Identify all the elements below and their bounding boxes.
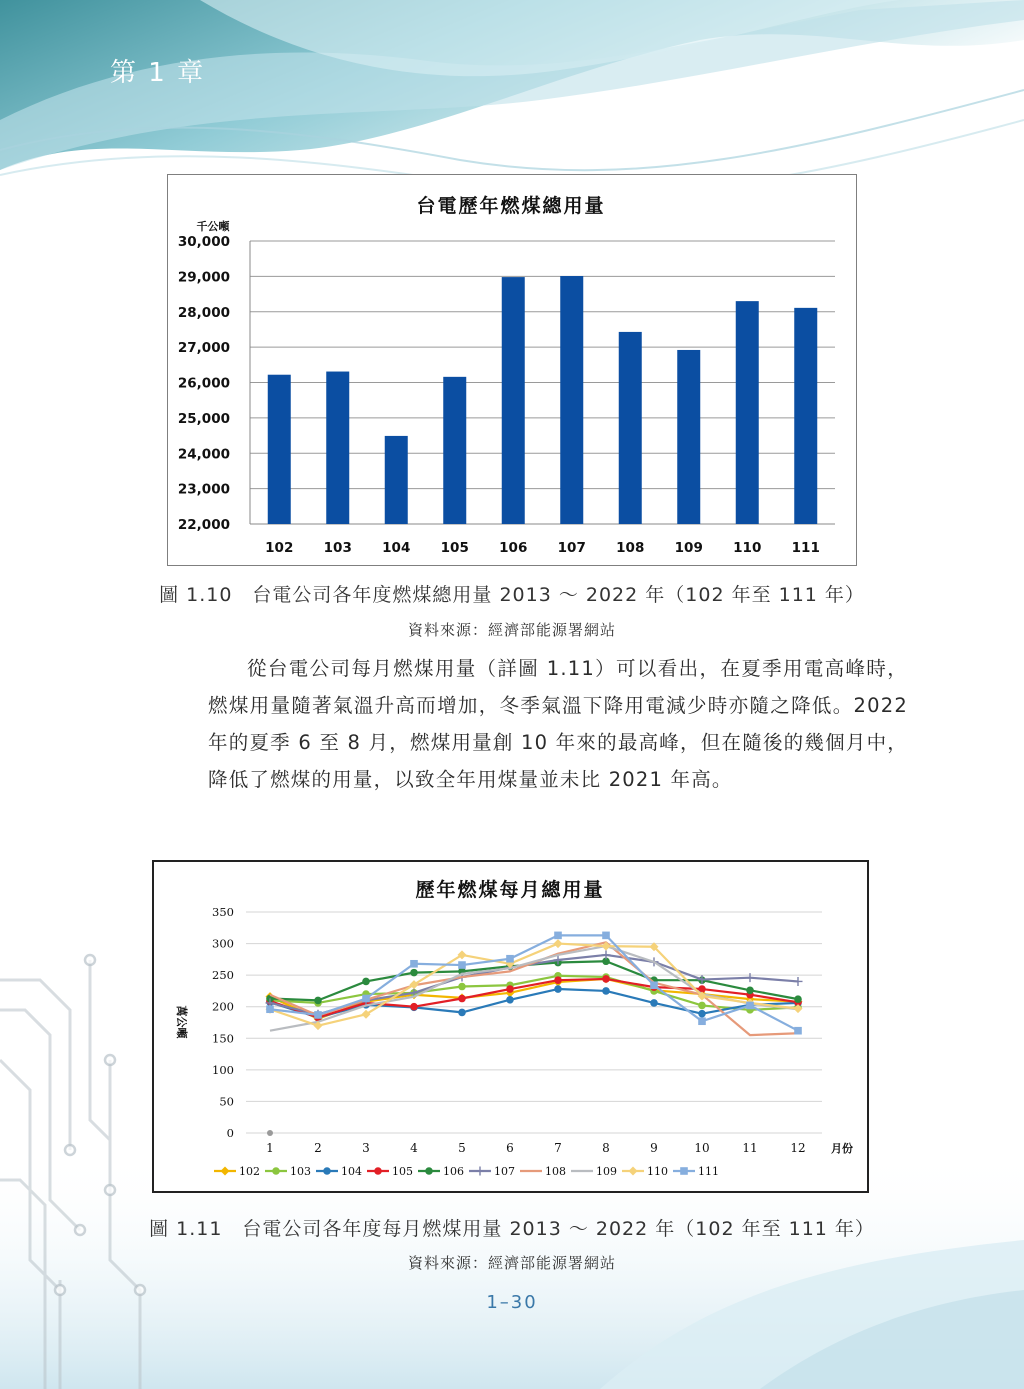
- line-ytick-label: 0: [226, 1126, 234, 1140]
- legend-label: 103: [290, 1165, 311, 1178]
- line-xtick-label: 7: [554, 1141, 562, 1155]
- line-ytick-label: 350: [212, 905, 234, 919]
- series-point-110: [554, 939, 563, 948]
- series-point-105: [602, 975, 610, 983]
- bar-110: [736, 301, 759, 524]
- line-xtick-label: 9: [650, 1141, 658, 1155]
- series-point-111: [554, 932, 562, 940]
- line-chart-xlabel: 月份: [831, 1142, 853, 1155]
- legend-label: 106: [443, 1165, 464, 1178]
- bar-xtick-label: 110: [733, 540, 762, 556]
- series-point-104: [698, 1010, 706, 1018]
- series-point-104: [458, 1009, 466, 1017]
- series-point-107: [794, 977, 803, 986]
- bar-ytick-label: 27,000: [177, 340, 230, 357]
- legend-label: 104: [341, 1165, 362, 1178]
- line-ytick-label: 250: [212, 968, 234, 983]
- bar-xtick-label: 106: [499, 540, 528, 556]
- line-chart-title: 歷年燃煤每月總用量: [415, 879, 605, 901]
- figure-1-11-source: 資料來源：經濟部能源署網站: [407, 1254, 616, 1272]
- series-point-111: [602, 932, 610, 940]
- legend-swatch-marker: [374, 1167, 382, 1175]
- series-point-111: [698, 1017, 706, 1025]
- line-xtick-label: 5: [458, 1141, 466, 1155]
- series-point-105: [458, 995, 466, 1003]
- legend-swatch-marker: [323, 1167, 331, 1175]
- series-point-105: [410, 1003, 418, 1011]
- line-xtick-label: 12: [790, 1141, 806, 1155]
- bar-109: [677, 350, 700, 524]
- series-point-111: [410, 960, 418, 968]
- line-ytick-label: 150: [212, 1031, 234, 1046]
- series-point-111: [362, 995, 370, 1003]
- legend-swatch-marker: [629, 1167, 638, 1176]
- bar-xtick-label: 105: [440, 540, 469, 556]
- bar-chart-annual-coal: [167, 174, 857, 566]
- series-point-106: [362, 978, 370, 986]
- bar-106: [502, 277, 525, 524]
- line-ytick-label: 50: [219, 1094, 234, 1109]
- legend-item-109: [571, 1165, 617, 1178]
- bar-xtick-label: 107: [557, 540, 586, 556]
- bar-ytick-label: 25,000: [177, 410, 230, 427]
- legend-swatch-marker: [476, 1167, 485, 1176]
- line-xtick-label: 2: [314, 1141, 322, 1155]
- series-point-105: [554, 976, 562, 984]
- legend-swatch-marker: [221, 1167, 230, 1176]
- series-point-103: [458, 983, 466, 991]
- bar-107: [560, 276, 583, 524]
- figure-1-10-source: 資料來源：經濟部能源署網站: [407, 621, 616, 639]
- series-point-104: [554, 985, 562, 993]
- bar-ytick-label: 29,000: [177, 269, 230, 286]
- legend-item-107: [469, 1165, 515, 1178]
- legend-item-111: [673, 1165, 719, 1178]
- line-chart-canvas: [154, 862, 867, 1191]
- bar-111: [794, 308, 817, 524]
- bar-102: [268, 375, 291, 524]
- bar-xtick-label: 111: [791, 540, 820, 556]
- bar-xtick-label: 104: [382, 540, 411, 556]
- figure-1-10-caption: 圖 1.10 台電公司各年度燃煤總用量 2013 ～ 2022 年（102 年至 111 年）: [159, 584, 865, 606]
- bar-ytick-label: 26,000: [177, 375, 230, 392]
- series-point-111: [314, 1011, 322, 1019]
- legend-item-110: [622, 1165, 668, 1178]
- legend-label: 109: [596, 1165, 617, 1178]
- line-chart-ylabel: 萬公噸: [175, 1005, 188, 1039]
- bar-ytick-label: 30,000: [177, 234, 230, 250]
- line-chart-monthly-coal: [152, 860, 869, 1193]
- legend-label: 108: [545, 1165, 566, 1178]
- line-xtick-label: 4: [410, 1141, 418, 1155]
- legend-item-106: [418, 1165, 464, 1178]
- bar-105: [443, 377, 466, 524]
- series-point-106: [794, 995, 802, 1003]
- bar-xtick-label: 108: [616, 540, 645, 556]
- line-xtick-label: 10: [694, 1141, 710, 1155]
- legend-label: 107: [494, 1165, 515, 1178]
- series-point-104: [650, 999, 658, 1007]
- bar-103: [326, 372, 349, 524]
- series-point-104: [602, 987, 610, 995]
- figure-1-11-caption: 圖 1.11 台電公司各年度每月燃煤用量 2013 ～ 2022 年（102 年至 111 年）: [149, 1218, 875, 1240]
- line-xtick-label: 11: [742, 1141, 758, 1155]
- series-point-107: [698, 975, 707, 984]
- chapter-label: 第 1 章: [110, 58, 206, 88]
- series-point-111: [458, 961, 466, 969]
- line-ytick-label: 100: [212, 1062, 234, 1077]
- legend-swatch-marker: [680, 1167, 688, 1175]
- line-xtick-label: 8: [602, 1141, 610, 1155]
- bar-chart-title: 台電歷年燃煤總用量: [416, 195, 606, 217]
- legend-item-102: [214, 1165, 260, 1178]
- line-xtick-label: 1: [266, 1141, 274, 1155]
- line-xtick-label: 6: [506, 1141, 514, 1155]
- bar-chart-ylabel: 千公噸: [196, 220, 230, 233]
- line-ytick-label: 300: [212, 936, 234, 951]
- line-ytick-label: 200: [212, 999, 234, 1014]
- series-point-111: [794, 1027, 802, 1035]
- legend-label: 110: [647, 1165, 668, 1178]
- series-point-111: [506, 955, 514, 963]
- body-paragraph: 從台電公司每月燃煤用量（詳圖 1.11）可以看出，在夏季用電高峰時，燃煤用量隨著氣溫升高而增加，冬季氣溫下降用電減少時亦隨之降低。2022 年的夏季 6 至 8 月，燃煤用量創 10 年來的最高峰，但在隨後的幾個月中，降低了燃煤的用量，以致全年用煤量並未比 2021 年高。: [208, 657, 908, 791]
- bar-ytick-label: 28,000: [177, 304, 230, 321]
- bar-104: [385, 436, 408, 524]
- legend-item-104: [316, 1165, 362, 1178]
- legend-label: 111: [698, 1165, 719, 1178]
- legend-item-103: [265, 1165, 311, 1178]
- series-point-106: [410, 969, 418, 977]
- bar-xtick-label: 109: [674, 540, 703, 556]
- series-point-111: [746, 1002, 754, 1010]
- legend-swatch-marker: [272, 1167, 280, 1175]
- legend-label: 102: [239, 1165, 260, 1178]
- series-point-106: [746, 986, 754, 994]
- series-point-103: [698, 1002, 706, 1010]
- bar-ytick-label: 24,000: [177, 446, 230, 463]
- bar-chart-canvas: [168, 175, 858, 567]
- line-origin-dot: [267, 1130, 273, 1136]
- series-point-111: [266, 1005, 274, 1013]
- series-point-105: [506, 985, 514, 993]
- bar-xtick-label: 102: [265, 540, 294, 556]
- legend-swatch-marker: [425, 1167, 433, 1175]
- series-point-104: [506, 996, 514, 1004]
- legend-item-105: [367, 1165, 413, 1178]
- bar-ytick-label: 22,000: [177, 517, 230, 533]
- bar-xtick-label: 103: [323, 540, 352, 556]
- page-number: 1–30: [486, 1292, 538, 1313]
- series-point-107: [746, 973, 755, 982]
- legend-label: 105: [392, 1165, 413, 1178]
- bar-ytick-label: 23,000: [177, 481, 230, 498]
- legend-item-108: [520, 1165, 566, 1178]
- bar-108: [619, 332, 642, 524]
- series-point-106: [314, 997, 322, 1005]
- line-xtick-label: 3: [362, 1141, 370, 1155]
- series-point-111: [650, 981, 658, 989]
- series-point-107: [602, 950, 611, 959]
